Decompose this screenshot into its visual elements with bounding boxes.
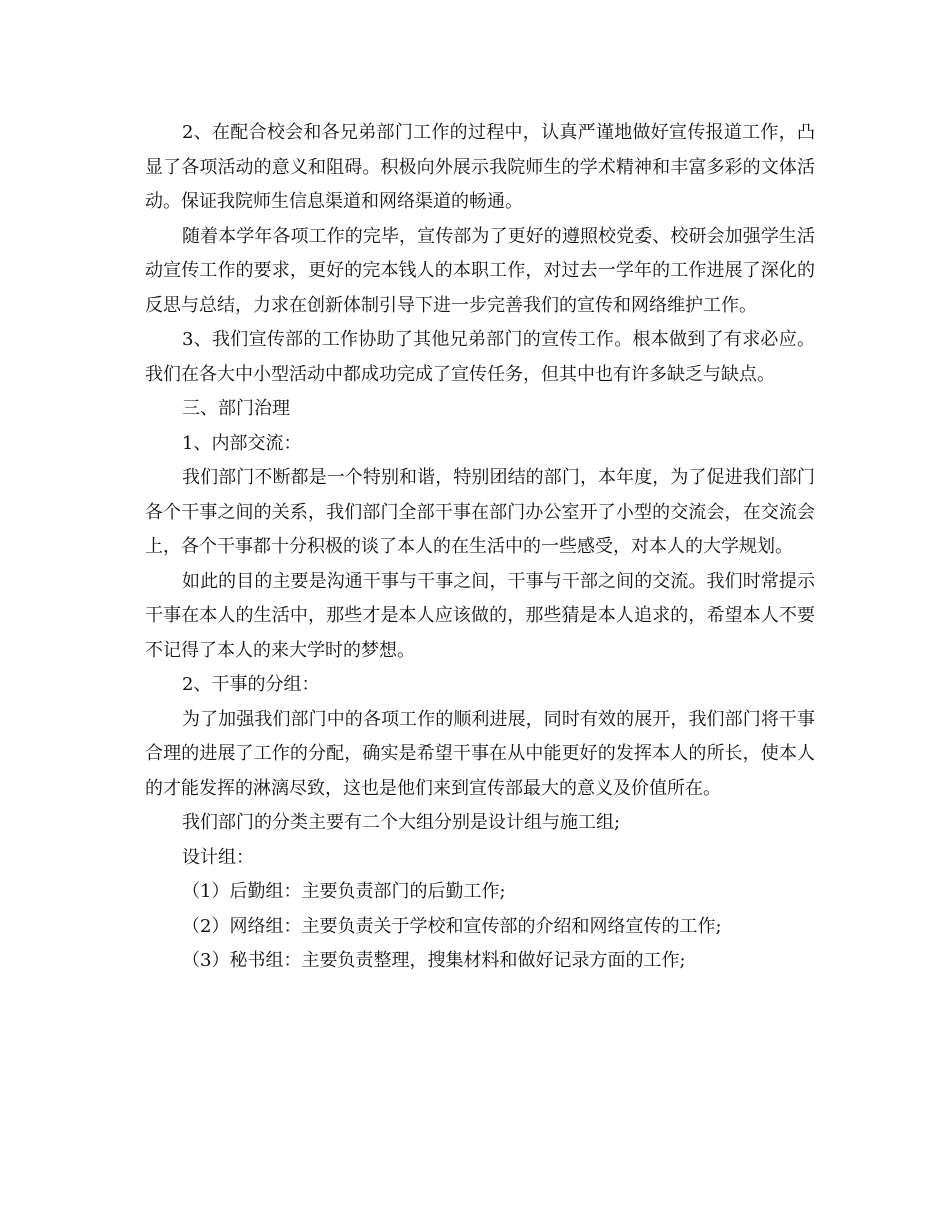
- paragraph-10: 我们部门的分类主要有二个大组分别是设计组与施工组;: [182, 812, 621, 833]
- paragraph-1: 2、在配合校会和各兄弟部门工作的过程中，认真严谨地做好宣传报道工作，凸显了各项活动的意义和阻碍。积极向外展示我院师生的学术精神和丰富多彩的文体活动。保证我院师生信息渠道和网络渠道的畅通。: [145, 122, 815, 212]
- paragraph-9: 为了加强我们部门中的各项工作的顺利进展，同时有效的展开，我们部门将干事合理的进展了工作的分配，确实是希望干事在从中能更好的发挥本人的所长，使本人的才能发挥的淋漓尽致，这也是他们来到宣传部最大的意义及价值所在。: [145, 708, 815, 799]
- section-heading-department-management: 三、部门治理: [182, 398, 290, 419]
- subheading-staff-grouping: 2、干事的分组：: [182, 674, 320, 695]
- subheading-internal-communication: 1、内部交流：: [182, 432, 302, 454]
- paragraph-7: 如此的目的主要是沟通干事与干事之间，干事与干部之间的交流。我们时常提示干事在本人的生活中，那些才是本人应该做的，那些猜是本人追求的，希望本人不要不记得了本人的来大学时的梦想。: [145, 570, 815, 661]
- list-item-network-group: （2）网络组：主要负责关于学校和宣传部的介绍和网络宣传的工作;: [182, 915, 722, 937]
- design-group-label: 设计组：: [182, 846, 254, 868]
- document-body: [145, 116, 815, 979]
- paragraph-2: 随着本学年各项工作的完毕，宣传部为了更好的遵照校党委、校研会加强学生活动宣传工作的要求，更好的完本钱人的本职工作，对过去一学年的工作进展了深化的反思与总结，力求在创新体制引导下进一步完善我们的宣传和网络维护工作。: [145, 225, 815, 316]
- paragraph-3: 3、我们宣传部的工作协助了其他兄弟部门的宣传工作。根本做到了有求必应。我们在各大中小型活动中都成功完成了宣传任务，但其中也有许多缺乏与缺点。: [145, 329, 815, 385]
- paragraph-6: 我们部门不断都是一个特别和谐，特别团结的部门，本年度，为了促进我们部门各个干事之间的关系，我们部门全部干事在部门办公室开了小型的交流会，在交流会上，各个干事都十分积极的谈了本人的在生活中的一些感受，对本人的大学规划。: [145, 467, 815, 557]
- list-item-logistics-group: （1）后勤组：主要负责部门的后勤工作;: [182, 881, 506, 902]
- list-item-secretary-group: （3）秘书组：主要负责整理，搜集材料和做好记录方面的工作;: [182, 950, 686, 971]
